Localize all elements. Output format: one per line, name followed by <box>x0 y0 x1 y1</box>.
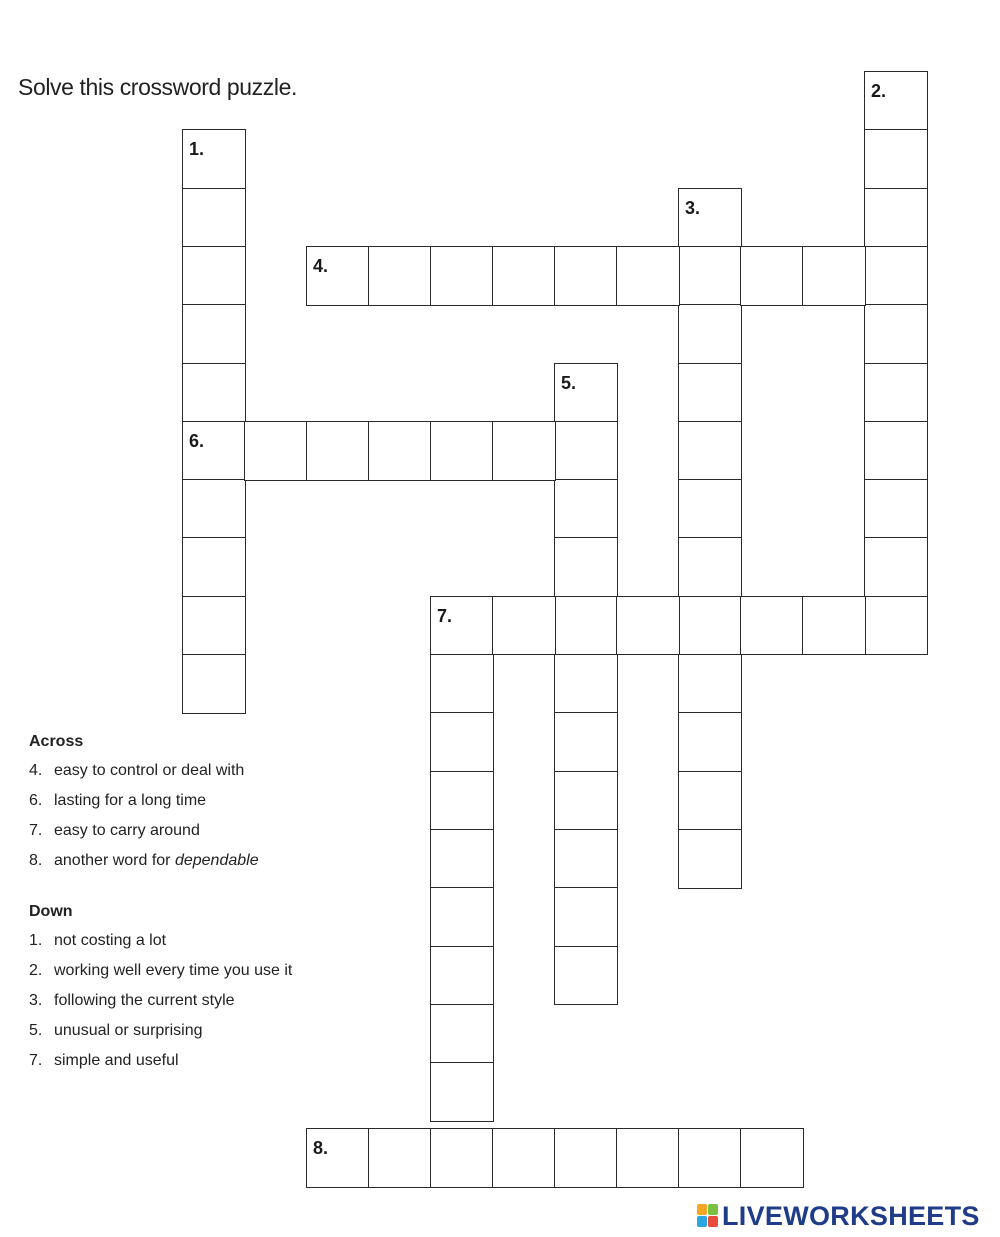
crossword-cell[interactable] <box>802 246 866 306</box>
crossword-cell[interactable] <box>430 1004 494 1064</box>
crossword-cell[interactable] <box>616 1128 680 1188</box>
crossword-cell[interactable] <box>554 946 618 1006</box>
crossword-cell[interactable] <box>182 129 246 189</box>
across-heading: Across <box>29 733 84 750</box>
crossword-cell[interactable] <box>368 1128 432 1188</box>
page-title: Solve this crossword puzzle. <box>18 74 297 100</box>
clue-number: 4. <box>313 255 329 276</box>
across-clue <box>29 821 259 851</box>
crossword-cell[interactable] <box>430 829 494 889</box>
clue-number: 3. <box>685 197 701 218</box>
down-clue <box>29 961 292 991</box>
crossword-cell[interactable] <box>554 596 618 656</box>
crossword-cell[interactable] <box>678 421 742 481</box>
crossword-cell[interactable] <box>864 246 928 306</box>
crossword-cell[interactable] <box>864 304 928 364</box>
clue-num: 7. <box>29 822 43 839</box>
crossword-cell[interactable] <box>182 188 246 248</box>
crossword-cell[interactable] <box>554 887 618 947</box>
crossword-cell[interactable] <box>554 771 618 831</box>
clue-text: not costing a lot <box>54 932 167 949</box>
crossword-cell[interactable] <box>430 712 494 772</box>
crossword-cell[interactable] <box>864 537 928 597</box>
crossword-cell[interactable] <box>864 71 928 131</box>
logo-mark-icon <box>697 1204 719 1228</box>
across-clue <box>29 791 259 821</box>
across-clue <box>29 761 259 791</box>
crossword-cell[interactable] <box>678 363 742 423</box>
crossword-cell[interactable] <box>182 596 246 656</box>
crossword-cell[interactable] <box>182 479 246 539</box>
crossword-cell[interactable] <box>864 363 928 423</box>
clue-number: 1. <box>189 139 205 160</box>
down-clue <box>29 931 292 961</box>
crossword-cell[interactable] <box>678 304 742 364</box>
crossword-cell[interactable] <box>430 771 494 831</box>
crossword-cell[interactable] <box>864 479 928 539</box>
clue-text: lasting for a long time <box>54 792 207 809</box>
crossword-cell[interactable] <box>864 129 928 189</box>
crossword-cell[interactable] <box>802 596 866 656</box>
clue-number: 5. <box>561 372 577 393</box>
logo-text: LIVEWORKSHEETS <box>722 1200 980 1231</box>
crossword-cell[interactable] <box>678 771 742 831</box>
crossword-cell[interactable] <box>554 363 618 423</box>
crossword-cell[interactable] <box>678 246 742 306</box>
across-clue <box>29 851 259 881</box>
crossword-cell[interactable] <box>740 246 804 306</box>
crossword-cell[interactable] <box>430 246 494 306</box>
crossword-cell[interactable] <box>554 829 618 889</box>
down-clue <box>29 1021 292 1051</box>
crossword-cell[interactable] <box>430 1128 494 1188</box>
liveworksheets-logo <box>697 1200 980 1232</box>
crossword-cell[interactable] <box>430 596 494 656</box>
crossword-cell[interactable] <box>492 246 556 306</box>
crossword-cell[interactable] <box>678 712 742 772</box>
crossword-cell[interactable] <box>182 537 246 597</box>
clue-number: 6. <box>189 430 205 451</box>
down-clues <box>29 903 292 1081</box>
crossword-cell[interactable] <box>492 596 556 656</box>
clue-number: 8. <box>313 1138 329 1159</box>
crossword-cell[interactable] <box>368 246 432 306</box>
crossword-cell[interactable] <box>492 1128 556 1188</box>
crossword-cell[interactable] <box>492 421 556 481</box>
crossword-cell[interactable] <box>678 537 742 597</box>
crossword-cell[interactable] <box>616 596 680 656</box>
crossword-cell[interactable] <box>554 479 618 539</box>
clue-num: 7. <box>29 1052 43 1069</box>
clue-number: 7. <box>437 605 453 626</box>
crossword-cell[interactable] <box>430 421 494 481</box>
clue-num: 4. <box>29 762 43 779</box>
crossword-cell[interactable] <box>182 654 246 714</box>
crossword-cell[interactable] <box>864 421 928 481</box>
down-clue <box>29 1051 292 1081</box>
crossword-cell[interactable] <box>616 246 680 306</box>
crossword-cell[interactable] <box>430 654 494 714</box>
crossword-cell[interactable] <box>554 1128 618 1188</box>
crossword-cell[interactable] <box>740 596 804 656</box>
across-clues <box>29 733 259 881</box>
crossword-cell[interactable] <box>306 1128 370 1188</box>
crossword-cell[interactable] <box>430 1062 494 1122</box>
crossword-cell[interactable] <box>182 246 246 306</box>
crossword-cell[interactable] <box>678 479 742 539</box>
crossword-cell[interactable] <box>306 246 370 306</box>
crossword-cell[interactable] <box>554 712 618 772</box>
crossword-cell[interactable] <box>678 1128 742 1188</box>
crossword-cell[interactable] <box>306 421 370 481</box>
crossword-cell[interactable] <box>678 596 742 656</box>
clue-italic-word: dependable <box>174 852 259 869</box>
crossword-cell[interactable] <box>554 537 618 597</box>
clue-num: 2. <box>29 962 43 979</box>
crossword-cell[interactable] <box>554 421 618 481</box>
crossword-cell[interactable] <box>182 363 246 423</box>
clue-num: 3. <box>29 992 43 1009</box>
clue-text: unusual or surprising <box>54 1022 203 1039</box>
crossword-cell[interactable] <box>678 654 742 714</box>
clue-num: 8. <box>29 852 43 869</box>
crossword-cell[interactable] <box>554 246 618 306</box>
clue-num: 6. <box>29 792 43 809</box>
clue-text: simple and useful <box>54 1052 179 1069</box>
crossword-cell[interactable] <box>864 596 928 656</box>
clue-num: 5. <box>29 1022 43 1039</box>
down-clue <box>29 991 292 1021</box>
clue-number: 2. <box>871 81 887 101</box>
crossword-cell[interactable] <box>864 188 928 248</box>
crossword-cell[interactable] <box>678 829 742 889</box>
clue-text: another word for <box>54 852 175 869</box>
clue-num: 1. <box>29 932 43 949</box>
clue-text: working well every time you use it <box>54 962 293 979</box>
crossword-cell[interactable] <box>430 946 494 1006</box>
crossword-cell[interactable] <box>740 1128 804 1188</box>
crossword-cell[interactable] <box>182 421 246 481</box>
crossword-cell[interactable] <box>430 887 494 947</box>
crossword-cell[interactable] <box>368 421 432 481</box>
crossword-cell[interactable] <box>244 421 308 481</box>
crossword-cell[interactable] <box>678 188 742 248</box>
clue-text: easy to carry around <box>54 822 200 839</box>
clue-text: easy to control or deal with <box>54 762 245 779</box>
crossword-cell[interactable] <box>182 304 246 364</box>
down-heading: Down <box>29 903 73 920</box>
clue-text: following the current style <box>54 992 235 1009</box>
crossword-cell[interactable] <box>554 654 618 714</box>
